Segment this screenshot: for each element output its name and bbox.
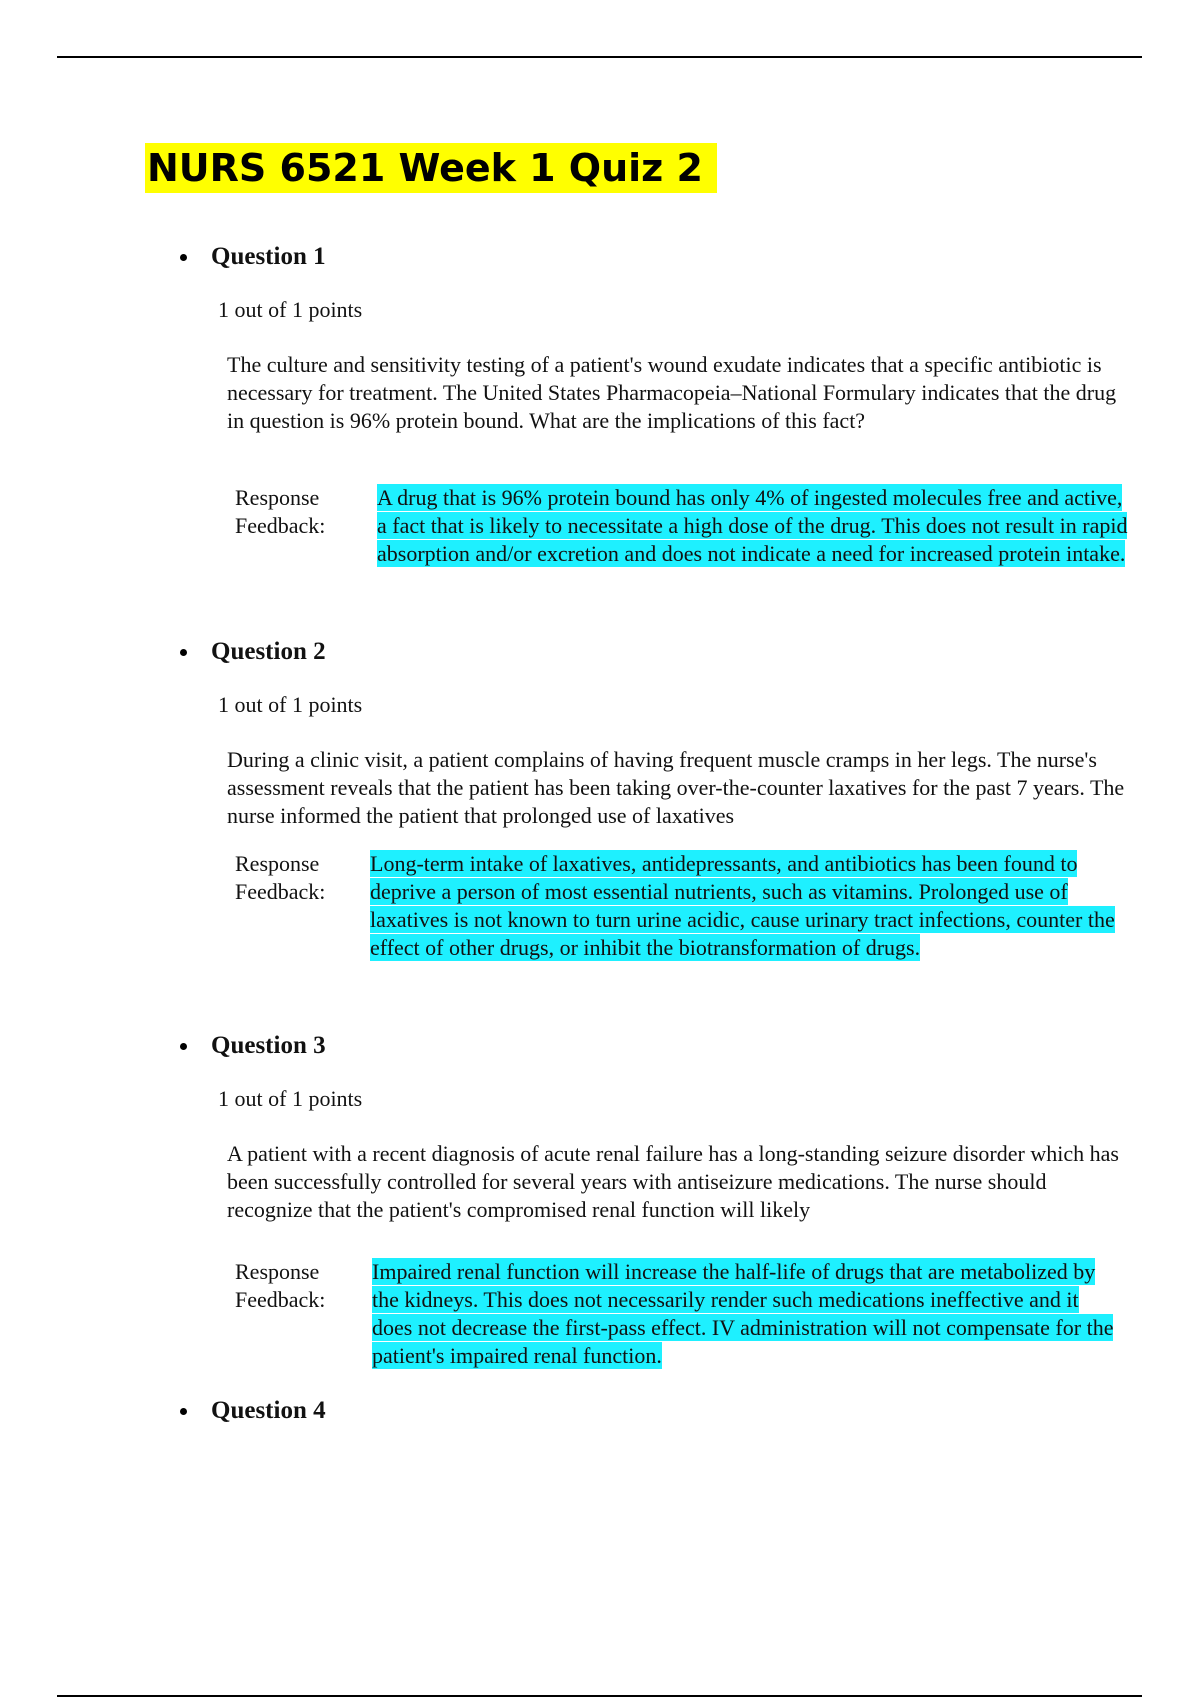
question-prompt: During a clinic visit, a patient complains of having frequent muscle cramps in her legs. The nurse's assessment reveals that the patient has been taking over-the-counter laxatives for the past 7 years. The nurse informed the patient that prolonged use of laxatives: [227, 747, 1125, 828]
question-label: Question 2: [211, 638, 326, 665]
response-feedback: [372, 1258, 1117, 1370]
question-points: 1 out of 1 points: [218, 1086, 363, 1111]
bullet-icon: [180, 254, 187, 261]
response-feedback-label: Response Feedback:: [235, 485, 326, 538]
feedback-highlight: Long-term intake of laxatives, antidepressants, and antibiotics has been found to deprive a person of most essential nutrients, such as vitamins. Prolonged use of laxatives is not known to turn urine acidic, cause urinary tract infections, counter the effect of other drugs, or inhibit the biotransformation of drugs.: [370, 851, 1115, 960]
question-header: [180, 239, 326, 275]
question-label: Question 1: [211, 243, 326, 270]
response-feedback-label: Response Feedback:: [235, 851, 326, 904]
response-feedback-label: Response Feedback:: [235, 1259, 326, 1312]
response-feedback: [370, 850, 1128, 962]
bullet-icon: [180, 1408, 187, 1415]
feedback-highlight: A drug that is 96% protein bound has only 4% of ingested molecules free and active, a fact that is likely to necessitate a high dose of the drug. This does not result in rapid absorption and/or excretion and does not indicate a need for increased protein intake.: [377, 485, 1128, 566]
question-prompt: The culture and sensitivity testing of a patient's wound exudate indicates that a specific antibiotic is necessary for treatment. The United States Pharmacopeia–National Formulary indicates that the drug in question is 96% protein bound. What are the implications of this fact?: [227, 352, 1117, 433]
bottom-rule: [57, 1695, 1142, 1697]
feedback-highlight: Impaired renal function will increase the half-life of drugs that are metabolized by the kidneys. This does not necessarily render such medications ineffective and it does not decrease the first-pass effect. IV administration will not compensate for the patient's impaired renal function.: [372, 1259, 1114, 1368]
top-rule: [57, 56, 1142, 58]
question-header: [180, 1028, 326, 1064]
question-prompt: A patient with a recent diagnosis of acute renal failure has a long-standing seizure disorder which has been successfully controlled for several years with antiseizure medications. The nurse should recognize that the patient's compromised renal function will likely: [227, 1141, 1119, 1222]
page-title: NURS 6521 Week 1 Quiz 2: [145, 143, 717, 193]
response-feedback: [377, 484, 1129, 568]
question-label: Question 3: [211, 1032, 326, 1059]
question-points: 1 out of 1 points: [218, 692, 363, 717]
question-header: [180, 1393, 326, 1429]
bullet-icon: [180, 1043, 187, 1050]
question-points: 1 out of 1 points: [218, 297, 363, 322]
question-label: Question 4: [211, 1397, 326, 1424]
question-header: [180, 634, 326, 670]
bullet-icon: [180, 649, 187, 656]
